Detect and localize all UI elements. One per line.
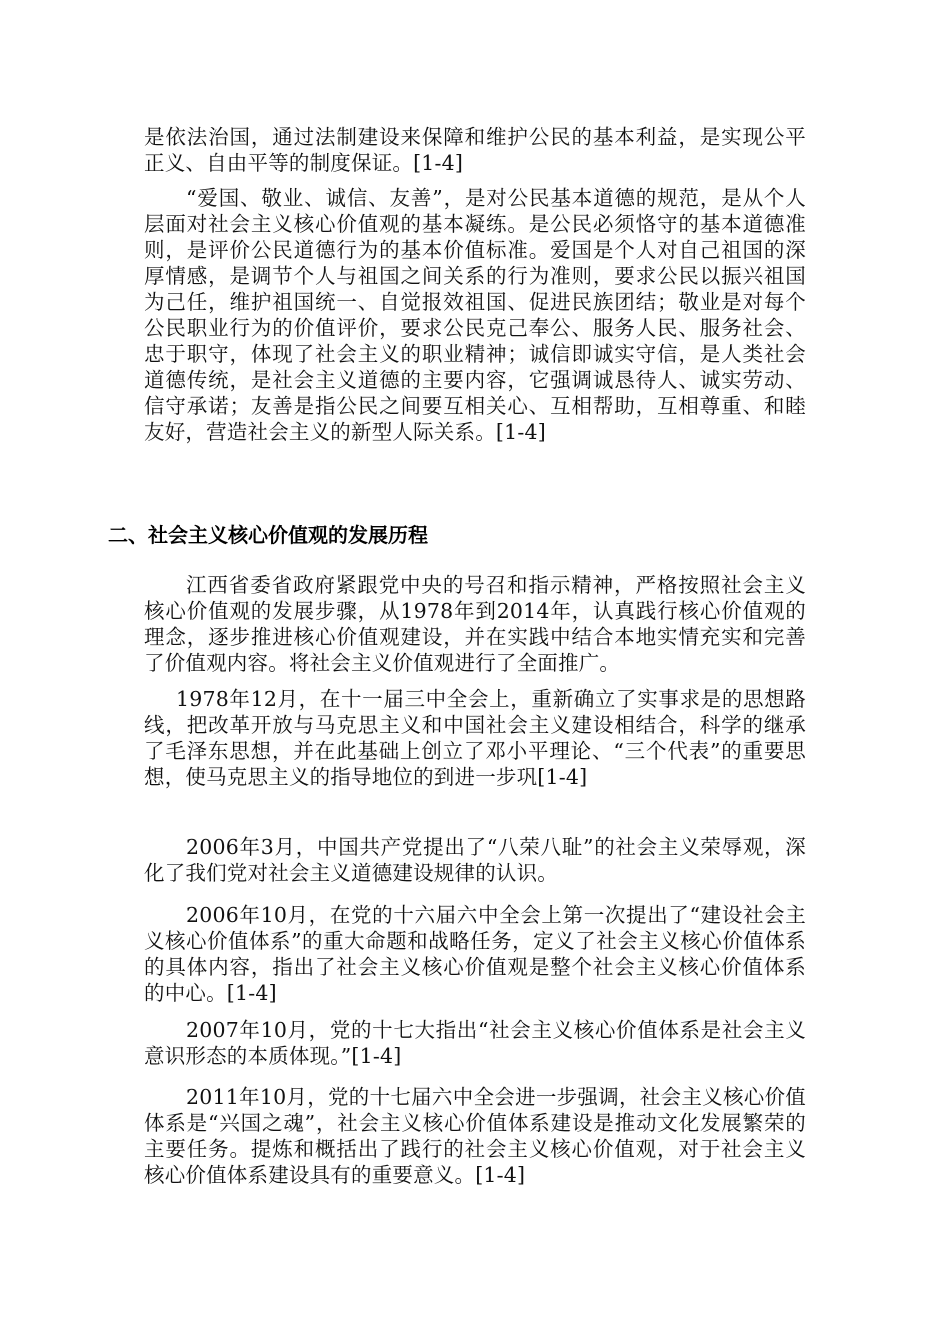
paragraph-2006-march: 2006年3月，中国共产党提出了“八荣八耻”的社会主义荣辱观，深化了我们党对社会主义道德建设规律的认识。 — [144, 835, 806, 885]
paragraph-2007-october: 2007年10月，党的十七大指出“社会主义核心价值体系是社会主义意识形态的本质体现。”[1-4] — [144, 1018, 806, 1068]
paragraph-rule-of-law: 是依法治国，通过法制建设来保障和维护公民的基本利益，是实现公平正义、自由平等的制度保证。[1-4] — [144, 125, 806, 175]
paragraph-citizen-values: “爱国、敬业、诚信、友善”，是对公民基本道德的规范，是从个人层面对社会主义核心价值观的基本凝练。是公民必须恪守的基本道德准则，是评价公民道德行为的基本价值标准。爱国是个人对自己祖国的深厚情感，是调节个人与祖国之间关系的行为准则，要求公民以振兴祖国为己任，维护祖国统一、自觉报效祖国、促进民族团结；敬业是对每个公民职业行为的价值评价，要求公民克己奉公、服务人民、服务社会、忠于职守，体现了社会主义的职业精神；诚信即诚实守信，是人类社会道德传统，是社会主义道德的主要内容，它强调诚恳待人、诚实劳动、信守承诺；友善是指公民之间要互相关心、互相帮助，互相尊重、和睦友好，营造社会主义的新型人际关系。[1-4] — [144, 186, 806, 444]
paragraph-1978: 1978年12月，在十一届三中全会上，重新确立了实事求是的思想路线，把改革开放与马克思主义和中国社会主义建设相结合，科学的继承了毛泽东思想，并在此基础上创立了邓小平理论、“三个代表”的重要思想，使马克思主义的指导地位的到进一步巩[1-4] — [144, 687, 806, 789]
paragraph-jiangxi-intro: 江西省委省政府紧跟党中央的号召和指示精神，严格按照社会主义核心价值观的发展步骤，从1978年到2014年，认真践行核心价值观的理念，逐步推进核心价值观建设，并在实践中结合本地实情充实和完善了价值观内容。将社会主义价值观进行了全面推广。 — [144, 573, 806, 675]
paragraph-2011-october: 2011年10月，党的十七届六中全会进一步强调，社会主义核心价值体系是“兴国之魂”，社会主义核心价值体系建设是推动文化发展繁荣的主要任务。提炼和概括出了践行的社会主义核心价值观，对于社会主义核心价值体系建设具有的重要意义。[1-4] — [144, 1085, 806, 1187]
paragraph-2006-october: 2006年10月，在党的十六届六中全会上第一次提出了“建设社会主义核心价值体系”的重大命题和战略任务，定义了社会主义核心价值体系的具体内容，指出了社会主义核心价值观是整个社会主义核心价值体系的中心。[1-4] — [144, 903, 806, 1005]
section-heading: 二、社会主义核心价值观的发展历程 — [108, 523, 428, 547]
